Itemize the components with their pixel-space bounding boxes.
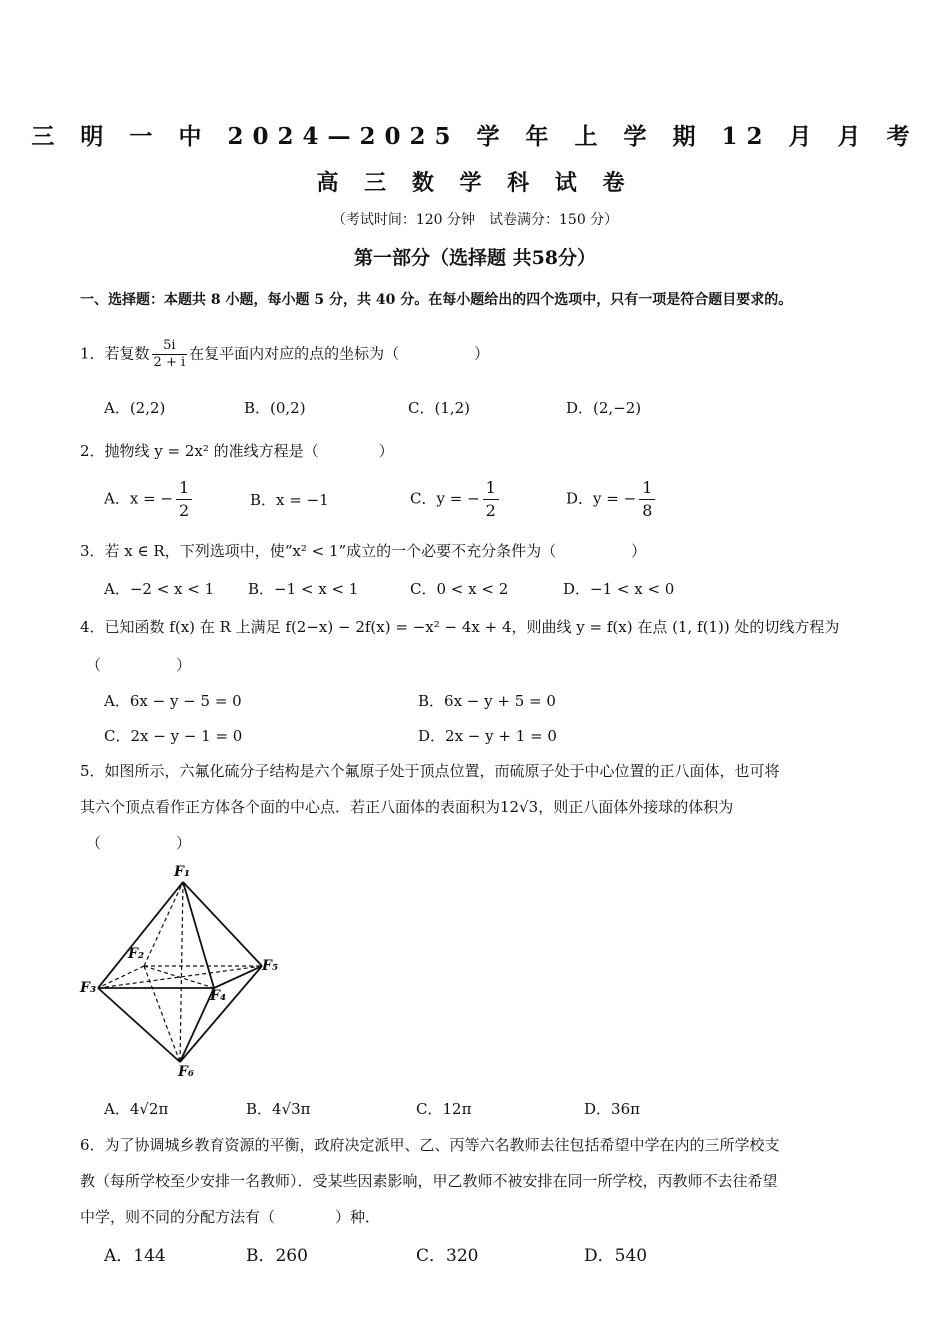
q6-option-d[interactable]: D．540 — [584, 1246, 648, 1266]
q4-option-a[interactable]: A．6x − y − 5 = 0 — [104, 692, 242, 710]
question-6-line-3: 中学，则不同的分配方法有（ ）种． — [80, 1208, 381, 1226]
question-3: 3．若 x ∈ R，下列选项中，使“x² < 1”成立的一个必要不充分条件为（ ） — [80, 542, 647, 560]
fraction-denominator: 2 + i — [153, 355, 186, 370]
option-lhs: y = − — [593, 489, 637, 508]
q3-option-a[interactable]: A．−2 < x < 1 — [104, 580, 215, 598]
q3-option-c[interactable]: C．0 < x < 2 — [410, 580, 509, 598]
octahedron-diagram — [78, 862, 288, 1084]
q5-option-b[interactable]: B．4√3π — [246, 1100, 311, 1118]
question-1-prefix: 1．若复数 — [80, 344, 150, 363]
fraction-denominator: 2 — [178, 501, 190, 520]
q6-option-a[interactable]: A．144 — [104, 1246, 166, 1266]
option-lhs: x = − — [129, 489, 173, 508]
question-1 — [80, 338, 489, 371]
label-f4: F₄ — [210, 988, 227, 1004]
label-f1: F₁ — [174, 864, 191, 880]
q3-option-b[interactable]: B．−1 < x < 1 — [248, 580, 359, 598]
question-1-suffix: 在复平面内对应的点的坐标为（ ） — [189, 344, 490, 363]
question-5-paren: （ ） — [86, 834, 192, 852]
edge-f2-f6 — [144, 966, 180, 1062]
edge-f1-f3 — [98, 882, 183, 988]
q2-option-a[interactable] — [104, 477, 192, 522]
label-f5: F₅ — [262, 958, 279, 974]
question-6-line-1: 6．为了协调城乡教育资源的平衡，政府决定派甲、乙、丙等六名教师去往包括希望中学在内的三所学校支 — [80, 1136, 780, 1154]
option-label: A． — [104, 489, 130, 508]
exam-subject-title: 高 三 数 学 科 试 卷 — [316, 170, 634, 196]
question-2: 2．抛物线 y = 2x² 的准线方程是（ ） — [80, 442, 394, 460]
fraction-numerator: 1 — [639, 477, 655, 500]
q1-option-b[interactable]: B．(0,2) — [244, 399, 306, 417]
octahedron-figure — [78, 862, 288, 1084]
label-f2: F₂ — [128, 946, 145, 962]
q1-option-c[interactable]: C．(1,2) — [408, 399, 471, 417]
q5-option-d[interactable]: D．36π — [584, 1100, 640, 1118]
option-fraction — [483, 477, 499, 522]
question-4-paren: （ ） — [86, 656, 192, 674]
q5-option-c[interactable]: C．12π — [416, 1100, 472, 1118]
diag-f2-f4 — [144, 966, 214, 988]
fraction-numerator: 1 — [176, 477, 192, 500]
question-5-line-1: 5．如图所示，六氟化硫分子结构是六个氟原子处于顶点位置，而硫原子处于中心位置的正八面体，也可将 — [80, 762, 780, 780]
edge-f4-f6 — [180, 988, 214, 1062]
q2-option-c[interactable] — [410, 477, 499, 522]
fraction-numerator: 5i — [152, 338, 188, 355]
fraction-denominator: 8 — [642, 501, 653, 520]
exam-title: 三 明 一 中 2024—2025 学 年 上 学 期 12 月 月 考 — [31, 123, 919, 150]
question-4: 4．已知函数 f(x) 在 R 上满足 f(2−x) − 2f(x) = −x² − 4x + 4，则曲线 y = f(x) 在点 (1, f(1)) 处的切线方程为 — [80, 618, 840, 636]
q3-option-d[interactable]: D．−1 < x < 0 — [563, 580, 675, 598]
fraction-numerator: 1 — [483, 477, 499, 500]
question-1-fraction — [152, 338, 188, 371]
q2-option-d[interactable] — [566, 477, 655, 522]
question-5-line-2: 其六个顶点看作正方体各个面的中心点．若正八面体的表面积为12√3，则正八面体外接球的体积为 — [80, 798, 734, 816]
label-f6: F₆ — [178, 1064, 195, 1080]
q2-option-b[interactable] — [250, 489, 329, 510]
q6-option-c[interactable]: C．320 — [416, 1246, 479, 1266]
option-fraction — [639, 477, 655, 522]
exam-info: （考试时间：120 分钟 试卷满分：150 分） — [331, 212, 619, 228]
q4-option-b[interactable]: B．6x − y + 5 = 0 — [418, 692, 556, 710]
q6-option-b[interactable]: B．260 — [246, 1246, 308, 1266]
option-label: D． — [566, 489, 594, 508]
option-label: C． — [410, 489, 437, 508]
option-lhs: x = −1 — [276, 491, 329, 509]
option-fraction — [176, 477, 192, 522]
question-6-line-2: 教（每所学校至少安排一名教师）．受某些因素影响，甲乙教师不被安排在同一所学校，丙教师不去往希望 — [80, 1172, 778, 1190]
option-lhs: y = − — [436, 489, 480, 508]
section-instruction: 一、选择题：本题共 8 小题，每小题 5 分，共 40 分。在每小题给出的四个选项中，只有一项是符合题目要求的。 — [80, 292, 793, 308]
axis-f1-f6 — [180, 882, 183, 1062]
q1-option-d[interactable]: D．(2,−2) — [566, 399, 642, 417]
label-f3: F₃ — [80, 980, 97, 996]
edge-f5-f6 — [180, 966, 262, 1062]
edge-f3-f6 — [98, 988, 180, 1062]
q5-option-a[interactable]: A．4√2π — [104, 1100, 169, 1118]
option-label: B． — [250, 491, 277, 509]
fraction-denominator: 2 — [485, 501, 496, 520]
part-title: 第一部分（选择题 共58分） — [353, 247, 597, 269]
q1-option-a[interactable]: A．(2,2) — [104, 399, 166, 417]
q4-option-c[interactable]: C．2x − y − 1 = 0 — [104, 727, 243, 745]
q4-option-d[interactable]: D．2x − y + 1 = 0 — [418, 727, 557, 745]
